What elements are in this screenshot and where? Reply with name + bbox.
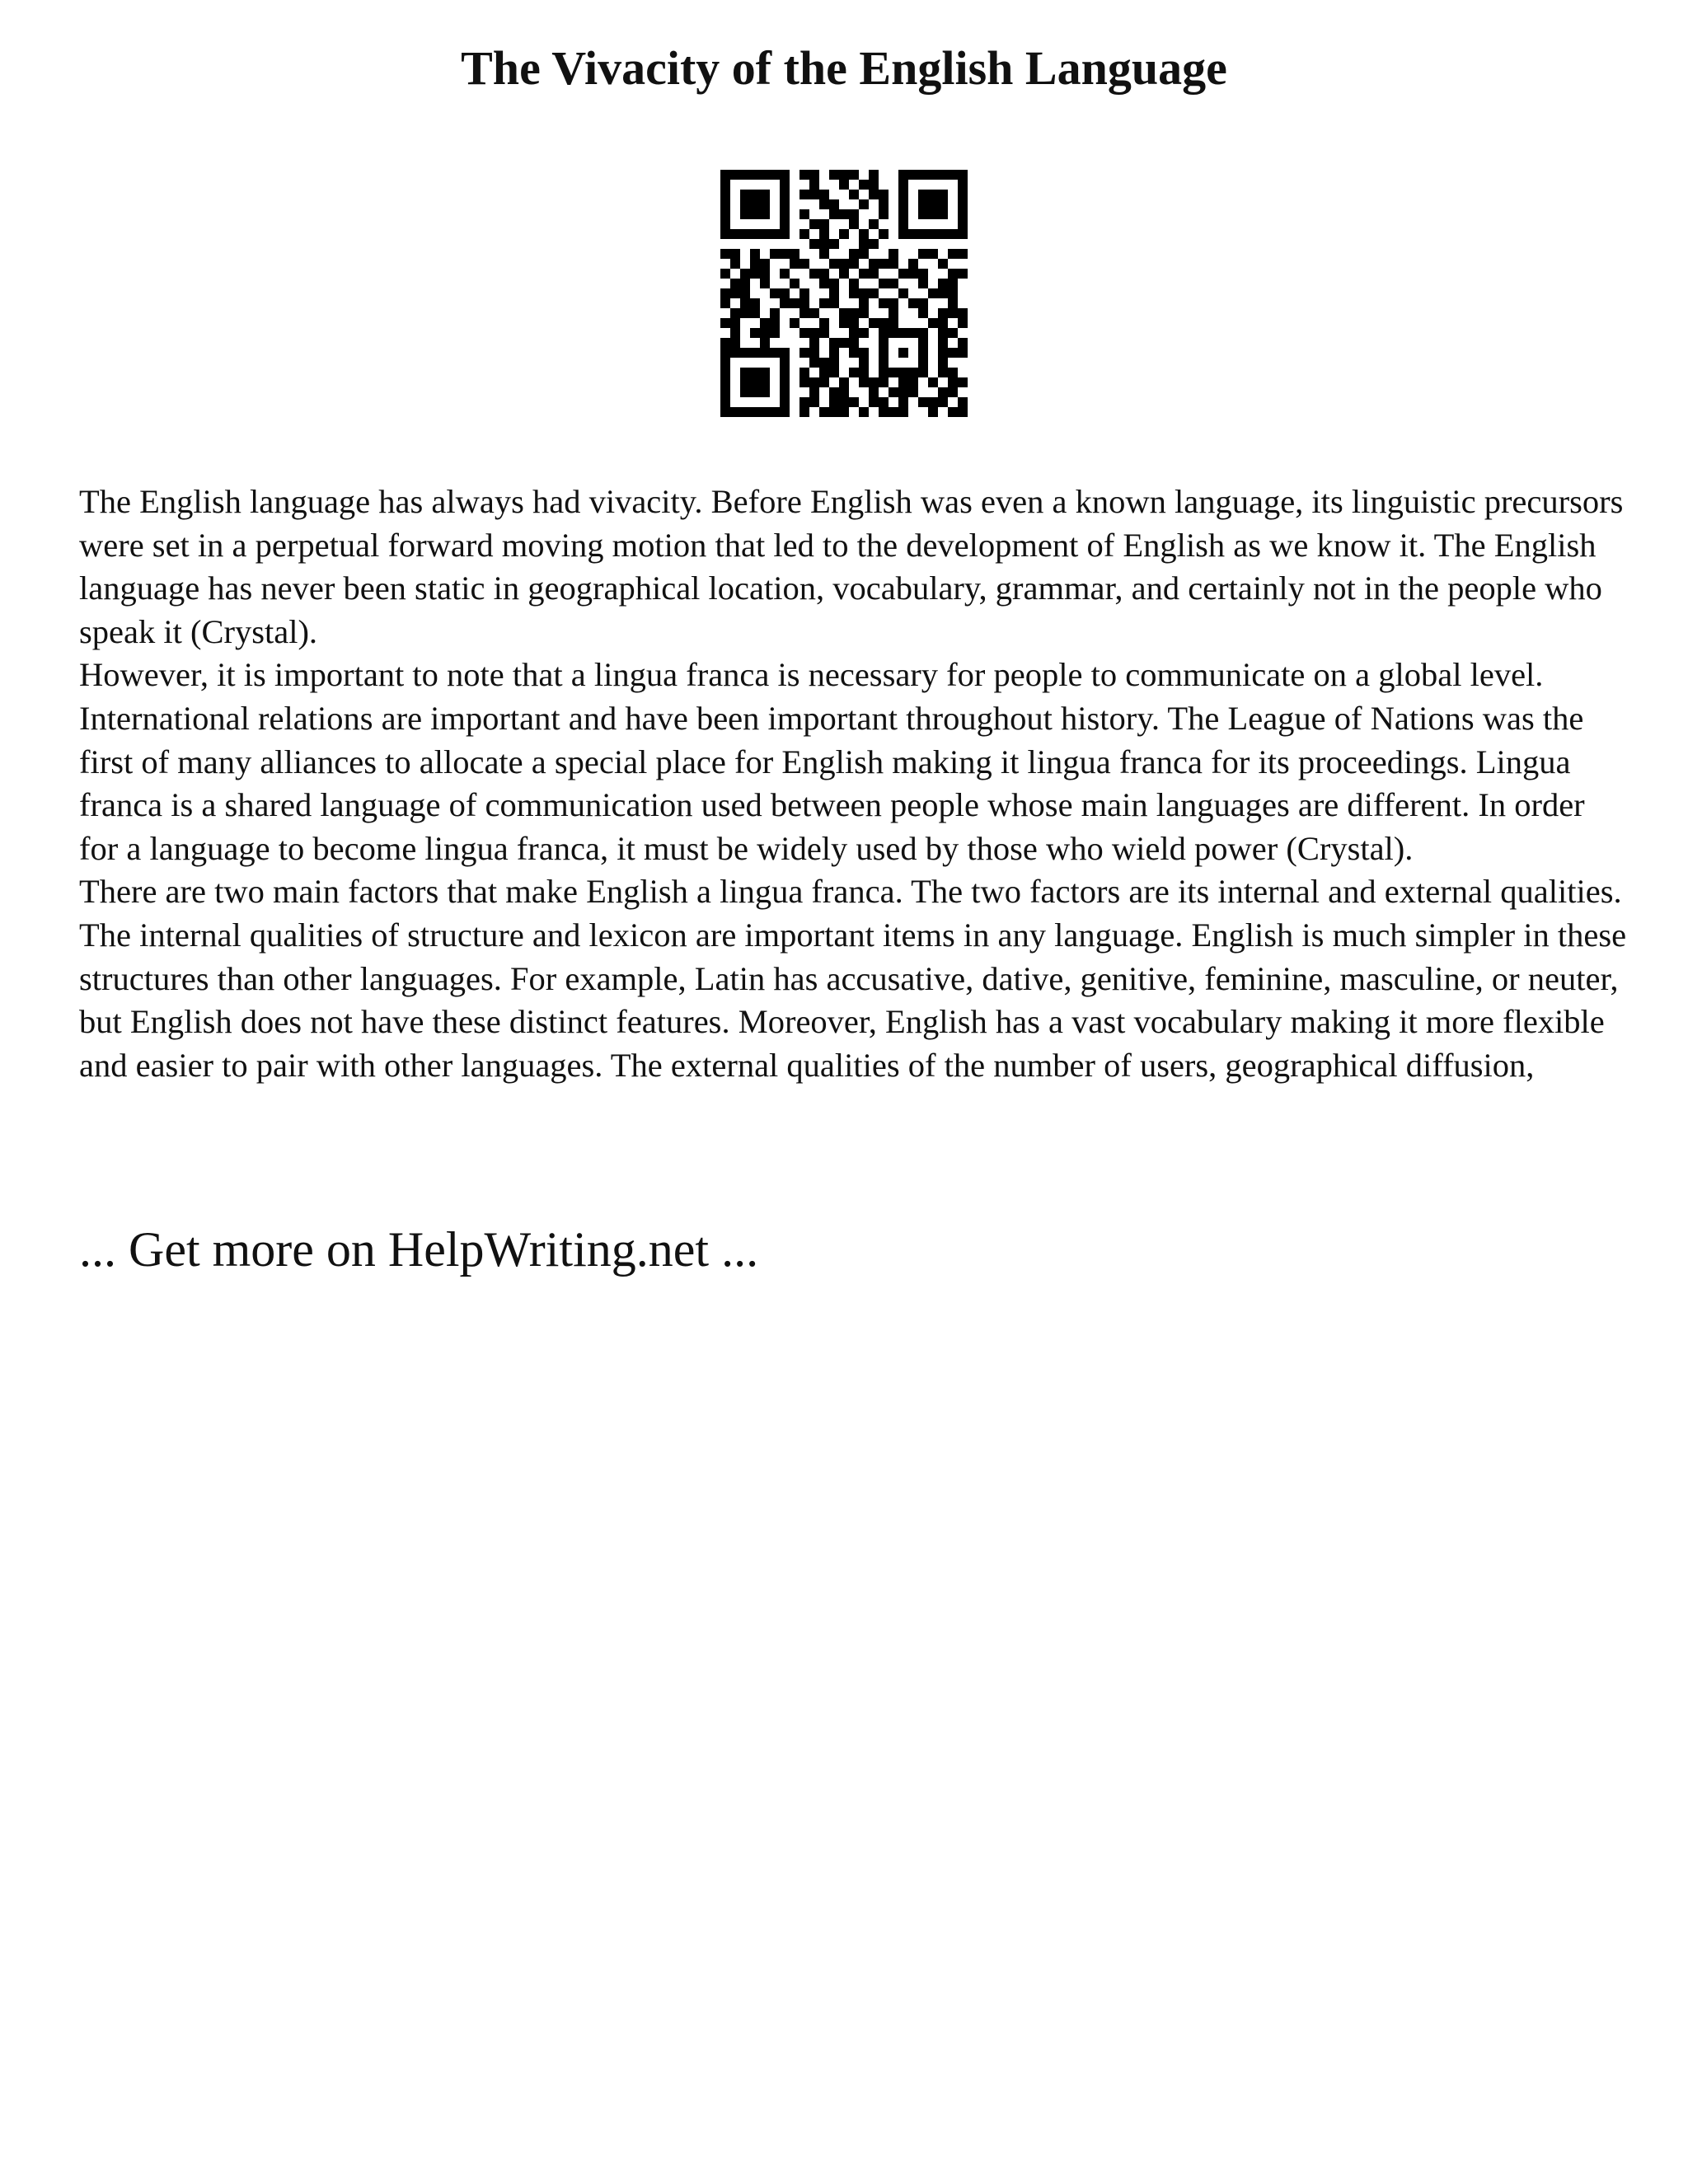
qr-code-icon xyxy=(720,170,968,417)
paragraph: There are two main factors that make English a lingua franca. The two factors are its internal and external qualities. The internal qualities of structure and lexicon are important items in any language. English is much simpler in these structures than other languages. For example, Latin has accusative, dative, genitive, feminine, masculine, or neuter, but English does not have these distinct features. Moreover, English has a vast vocabulary making it more flexible and easier to pair with other languages. The external qualities of the number of users, geographical diffusion, xyxy=(79,873,1627,1084)
document-body xyxy=(79,480,1629,1087)
document-title: The Vivacity of the English Language xyxy=(461,41,1227,95)
paragraph: The English language has always had vivacity. Before English was even a known language, its linguistic precursors were set in a perpetual forward moving motion that led to the development of English as we know it. The English language has never been static in geographical location, vocabulary, grammar, and certainly not in the people who speak it (Crystal). xyxy=(79,483,1624,650)
get-more-link[interactable]: ... Get more on HelpWriting.net ... xyxy=(79,1222,759,1277)
paragraph: However, it is important to note that a lingua franca is necessary for people to communicate on a global level. International relations are important and have been important throughout history. The League of Nations was the first of many alliances to allocate a special place for English making it lingua franca for its proceedings. Lingua franca is a shared language of communication used between people whose main languages are different. In order for a language to become lingua franca, it must be widely used by those who wield power (Crystal). xyxy=(79,656,1585,867)
qr-code xyxy=(720,170,968,417)
